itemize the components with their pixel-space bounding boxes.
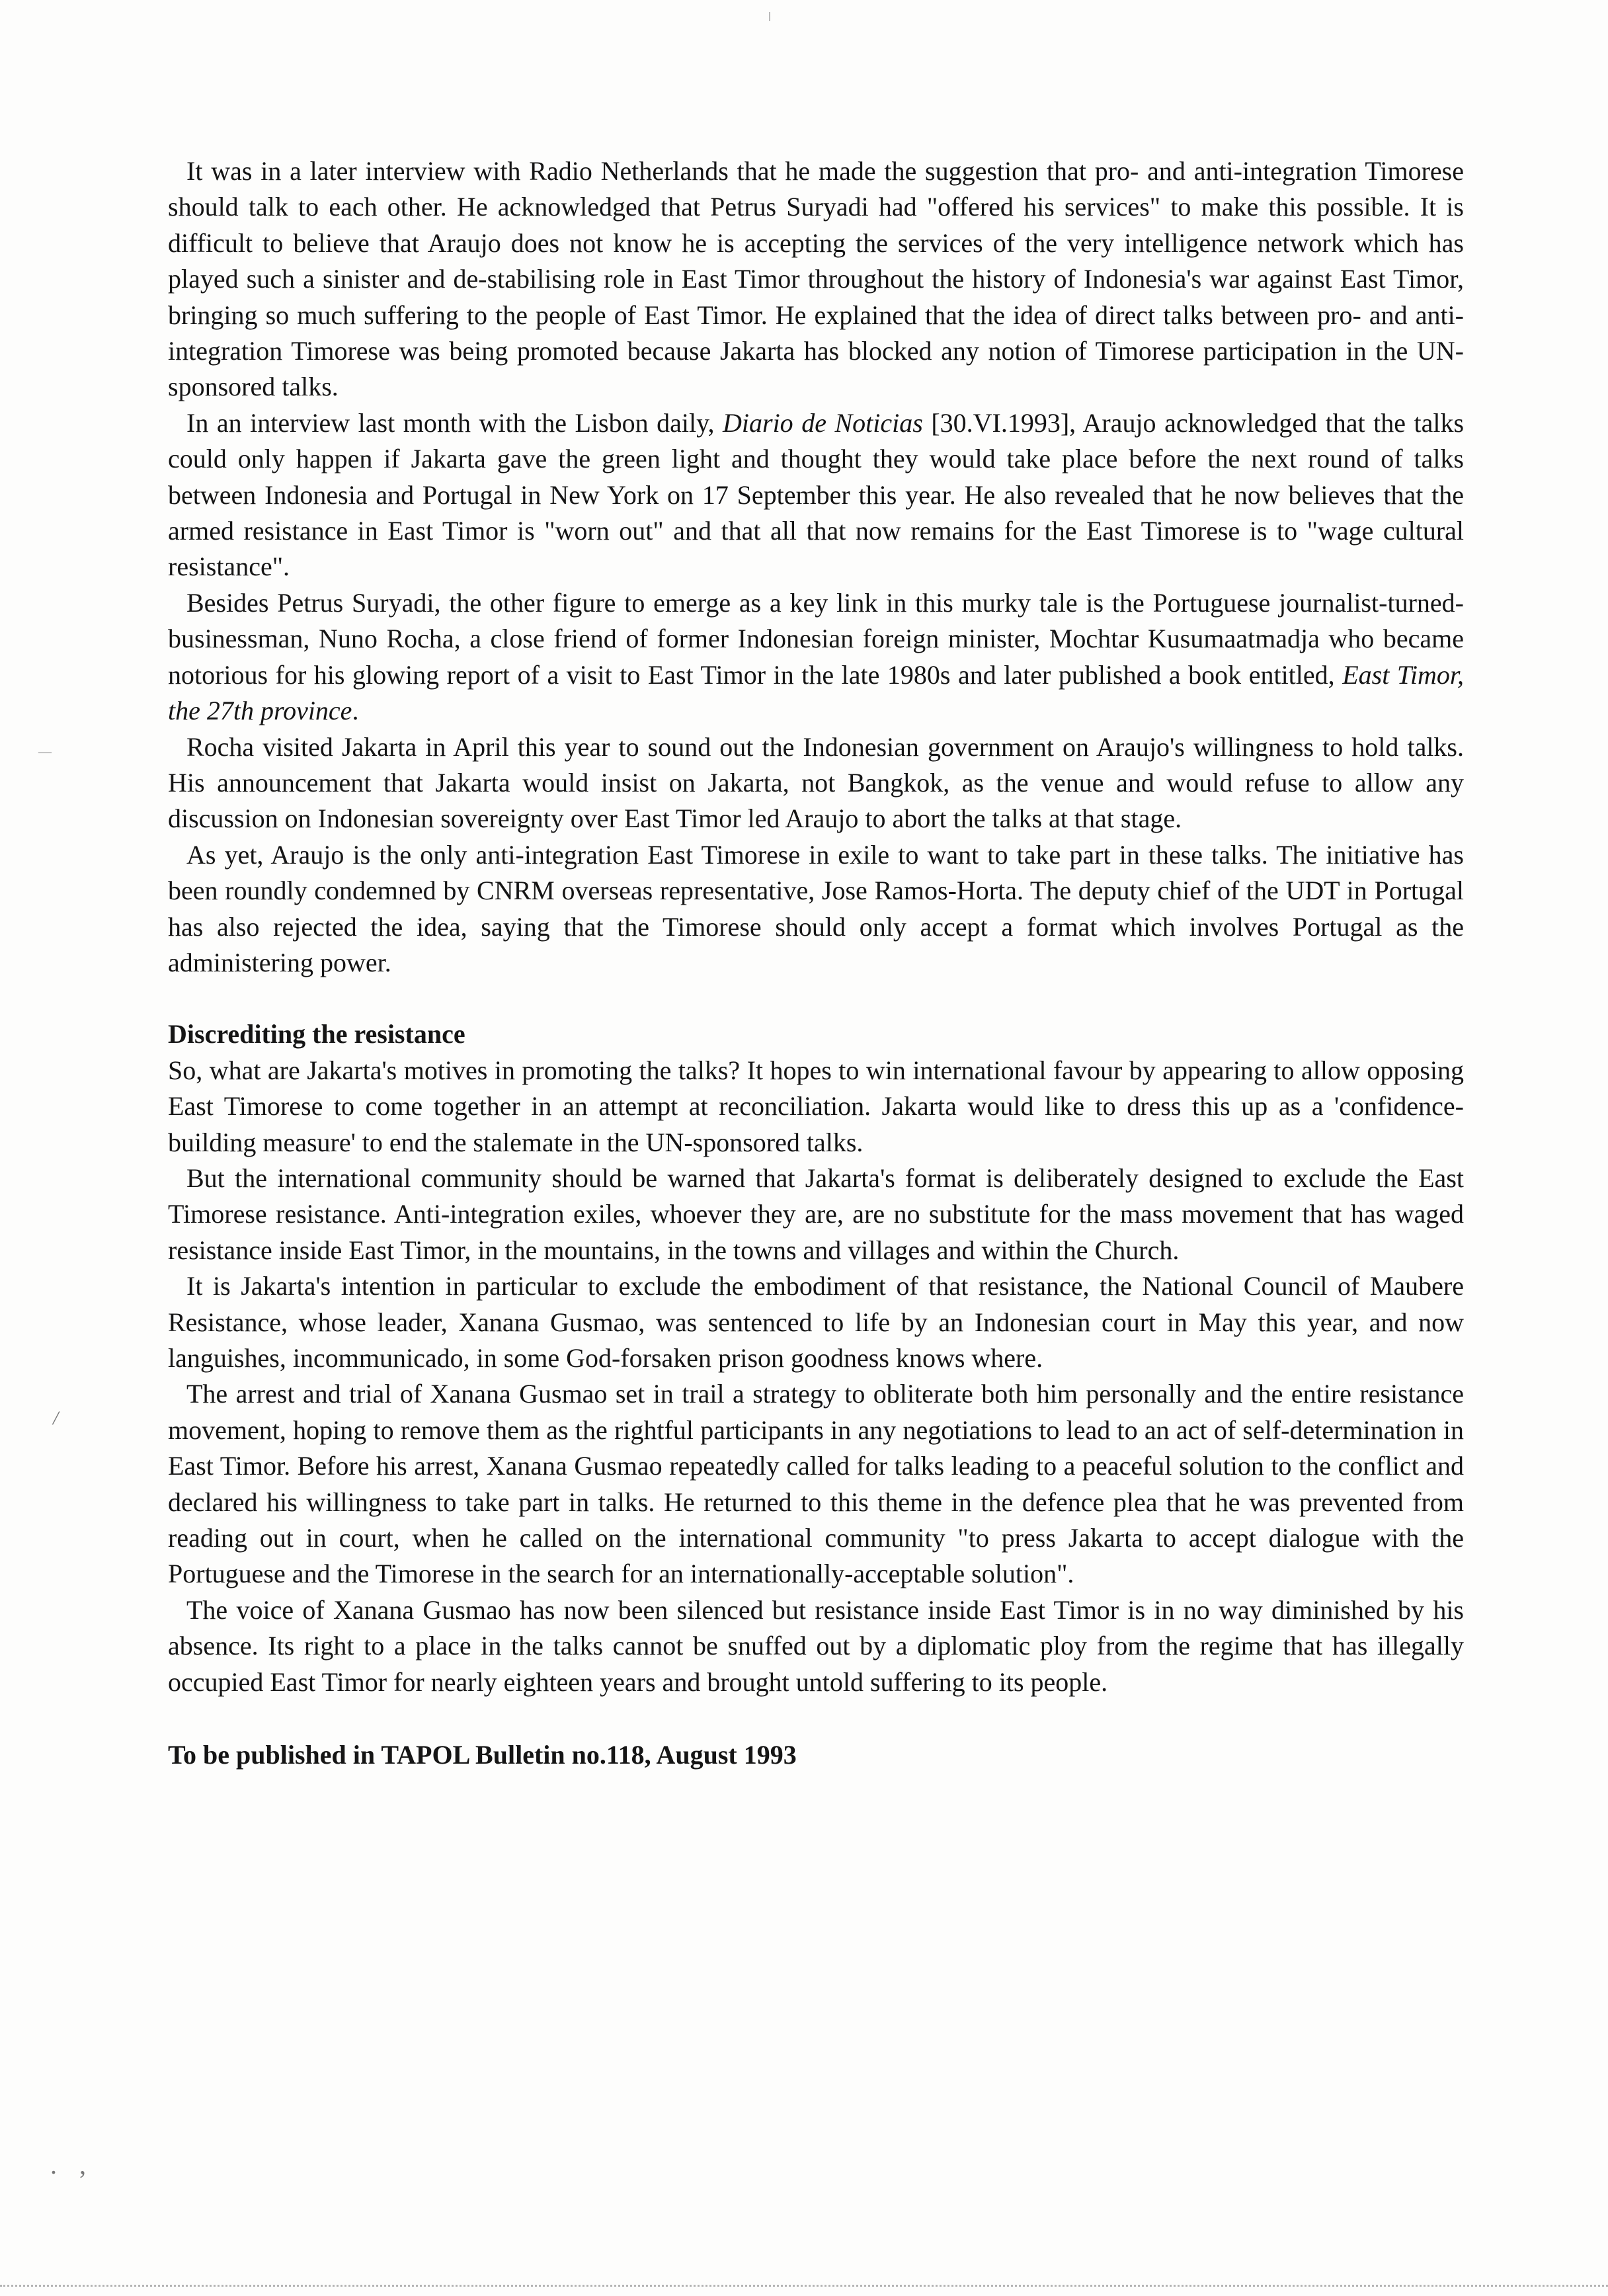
margin-mark: . ,	[50, 2150, 94, 2180]
paragraph: Besides Petrus Suryadi, the other figure to emerge as a key link in this murky tale is the Portuguese journalist-turned-businessman, Nuno Rocha, a close friend of former Indonesian foreign minister, Mochtar Kusumaatmadja who became notorious for his glowing report of a visit to East Timor in the late 1980s and later published a book entitled, East Timor, the 27th province.	[168, 587, 1464, 726]
section-heading: Discrediting the resistance	[168, 1019, 465, 1049]
paragraph: It is Jakarta's intention in particular to exclude the embodiment of that resistance, the National Council of Maubere Resistance, whose leader, Xanana Gusmao, was sentenced to life by an Indonesian court in May this year, and now languishes, incommunicado, in some God-forsaken prison goodness knows where.	[168, 1271, 1464, 1373]
publication-title: Diario de Noticias	[723, 407, 923, 438]
book-title: East Timor, the 27th province	[168, 659, 1464, 726]
scan-edge	[0, 2285, 1608, 2287]
paragraph: The arrest and trial of Xanana Gusmao set in trail a strategy to obliterate both him personally and the entire resistance movement, hoping to remove them as the rightful participants in any negotiations to lead to an act of self-determination in East Timor. Before his arrest, Xanana Gusmao repeatedly called for talks leading to a peaceful solution to the conflict and declared his willingness to take part in talks. He returned to this theme in the defence plea that he was prevented from reading out in court, when he called on the international community "to press Jakarta to accept dialogue with the Portuguese and the Timorese in the search for an internationally-acceptable solution".	[168, 1379, 1464, 1589]
paragraph: As yet, Araujo is the only anti-integration East Timorese in exile to want to take part in these talks. The initiative has been roundly condemned by CNRM overseas representative, Jose Ramos-Horta. The deputy chief of the UDT in Portugal has also rejected the idea, saying that the Timorese should only accept a format which involves Portugal as the administering power.	[168, 839, 1464, 977]
margin-mark: /	[53, 1407, 59, 1429]
document-body	[168, 153, 1464, 1773]
paragraph: The voice of Xanana Gusmao has now been silenced but resistance inside East Timor is in no way diminished by his absence. Its right to a place in the talks cannot be snuffed out by a diplomatic ploy from the regime that has illegally occupied East Timor for nearly eighteen years and brought untold suffering to its people.	[168, 1594, 1464, 1697]
margin-mark: —	[38, 745, 52, 759]
paragraph: It was in a later interview with Radio Netherlands that he made the suggestion that pro- and anti-integration Timorese should talk to each other. He acknowledged that Petrus Suryadi had "offered his services" to make this possible. It is difficult to believe that Araujo does not know he is accepting the services of the very intelligence network which has played such a sinister and de-stabilising role in East Timor throughout the history of Indonesia's war against East Timor, bringing so much suffering to the people of East Timor. He explained that the idea of direct talks between pro- and anti-integration Timorese was being promoted because Jakarta has blocked any notion of Timorese participation in the UN-sponsored talks.	[168, 156, 1464, 402]
scan-mark	[769, 12, 770, 21]
paragraph: But the international community should be warned that Jakarta's format is deliberately designed to exclude the East Timorese resistance. Anti-integration exiles, whoever they are, are no substitute for the mass movement that has waged resistance inside East Timor, in the mountains, in the towns and villages and within the Church.	[168, 1163, 1464, 1265]
publication-note: To be published in TAPOL Bulletin no.118, August 1993	[168, 1740, 797, 1770]
paragraph: So, what are Jakarta's motives in promoting the talks? It hopes to win international favour by appearing to allow opposing East Timorese to come together in an attempt at reconciliation. Jakarta would like to dress this up as a 'confidence-building measure' to end the stalemate in the UN-sponsored talks.	[168, 1055, 1464, 1157]
paragraph: Rocha visited Jakarta in April this year to sound out the Indonesian government on Araujo's willingness to hold talks. His announcement that Jakarta would insist on Jakarta, not Bangkok, as the venue and would refuse to allow any discussion on Indonesian sovereignty over East Timor led Araujo to abort the talks at that stage.	[168, 731, 1464, 834]
paragraph: In an interview last month with the Lisbon daily, Diario de Noticias [30.VI.1993], Araujo acknowledged that the talks could only happen if Jakarta gave the green light and thought they would take place before the next round of talks between Indonesia and Portugal in New York on 17 September this year. He also revealed that he now believes that the armed resistance in East Timor is "worn out" and that all that now remains for the East Timorese is to "wage cultural resistance".	[168, 407, 1465, 582]
